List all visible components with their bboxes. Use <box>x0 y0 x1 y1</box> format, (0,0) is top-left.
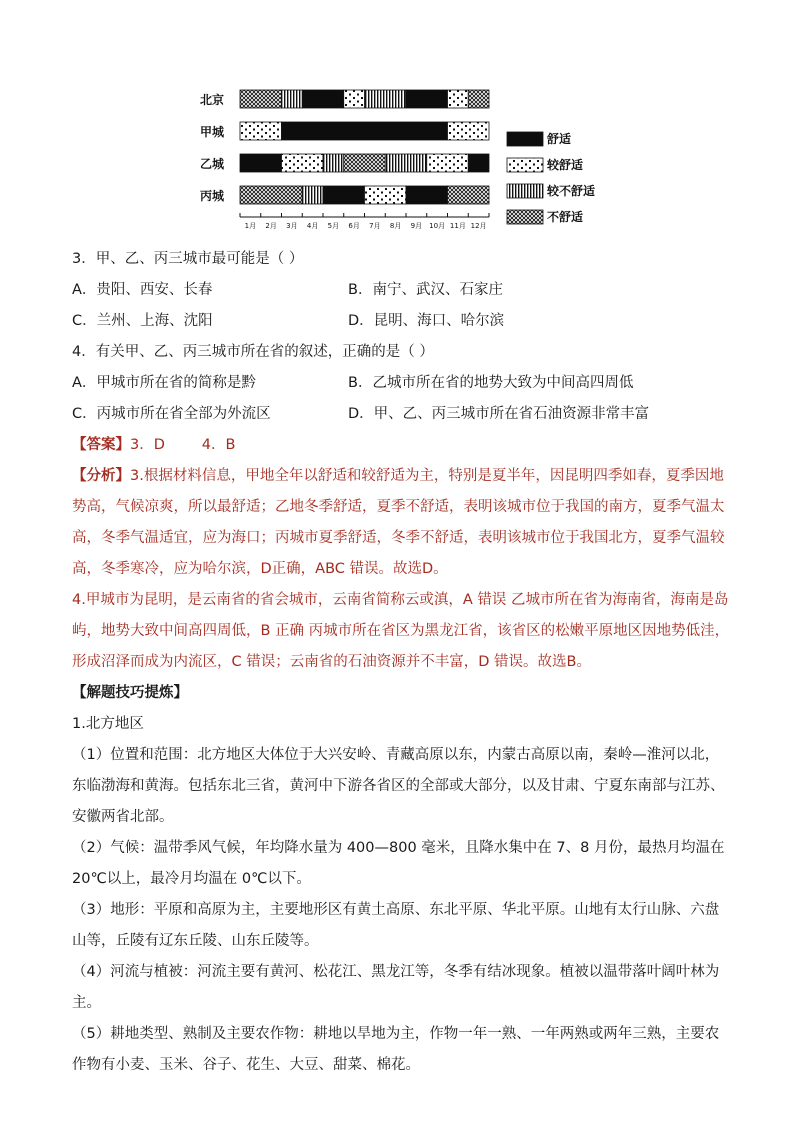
month-tick-label: 9月 <box>410 222 423 230</box>
month-tick-label: 3月 <box>286 222 298 230</box>
answer-line <box>72 430 730 461</box>
comfort-segment <box>448 90 469 108</box>
month-tick-label: 4月 <box>306 222 319 230</box>
q3-option-a: A．贵阳、西安、长春 <box>72 282 213 298</box>
comfort-segment <box>282 90 303 108</box>
q3-options-row1 <box>72 275 730 306</box>
analysis-p1 <box>72 461 730 585</box>
comfort-segment <box>365 90 407 108</box>
q4-option-c: C．丙城市所在省全部为外流区 <box>72 406 271 422</box>
comfort-segment <box>323 154 344 172</box>
q3-option-c: C．兰州、上海、沈阳 <box>72 313 213 329</box>
tips-subtitle: 1.北方地区 <box>72 716 144 732</box>
comfort-chart <box>200 82 620 232</box>
month-tick-label: 10月 <box>429 222 446 230</box>
month-tick-label: 12月 <box>470 222 487 230</box>
tips-item-1: （1）位置和范围：北方地区大体位于大兴安岭、青藏高原以东，内蒙古高原以南，秦岭—淮河以北，东临渤海和黄海。包括东北三省，黄河中下游各省区的全部或大部分，以及甘肃、宁夏东南部与江苏、安徽两省北部。 <box>72 747 725 825</box>
legend-label: 较舒适 <box>547 158 584 172</box>
legend-label: 不舒适 <box>547 210 584 224</box>
comfort-segment <box>406 90 448 108</box>
legend-swatch <box>507 158 543 172</box>
tips-item-3: （3）地形：平原和高原为主，主要地形区有黄土高原、东北平原、华北平原。山地有太行山脉、六盘山等，丘陵有辽东丘陵、山东丘陵等。 <box>72 902 720 949</box>
comfort-segment <box>365 186 407 204</box>
comfort-segment <box>282 122 448 140</box>
q3-stem: 3．甲、乙、丙三城市最可能是（ ） <box>72 251 304 267</box>
q4-stem: 4．有关甲、乙、丙三城市所在省的叙述，正确的是（ ） <box>72 344 434 360</box>
legend-label: 较不舒适 <box>547 184 596 198</box>
answer-text: 3．D 4．B <box>130 437 236 453</box>
analysis-p1-text: 3.根据材料信息，甲地全年以舒适和较舒适为主，特别是夏半年，因昆明四季如春，夏季因地势高，气候凉爽，所以最舒适；乙地冬季舒适，夏季不舒适，表明该城市位于我国的南方，夏季气温太高，冬季气温适宜，应为海口；丙城市夏季舒适，冬季不舒适，表明该城市位于我国北方，夏季气温较高，冬季寒冷，应为哈尔滨，D正确，ABC 错误。故选D。 <box>72 468 725 577</box>
comfort-segment <box>448 122 490 140</box>
tips-item-4: （4）河流与植被：河流主要有黄河、松花江、黑龙江等，冬季有结冰现象。植被以温带落叶阔叶林为主。 <box>72 964 720 1011</box>
comfort-segment <box>468 90 489 108</box>
comfort-segment <box>302 90 344 108</box>
month-tick-label: 6月 <box>348 222 360 230</box>
comfort-segment <box>468 154 489 172</box>
city-label: 甲城 <box>200 125 225 139</box>
comfort-segment <box>385 154 427 172</box>
tips-item-5: （5）耕地类型、熟制及主要农作物：耕地以旱地为主，作物一年一熟、一年两熟或两年三熟，主要农作物有小麦、玉米、谷子、花生、大豆、甜菜、棉花。 <box>72 1026 720 1073</box>
comfort-segment <box>282 154 324 172</box>
analysis-p2: 4.甲城市为昆明，是云南省的省会城市，云南省简称云或滇，A 错误 乙城市所在省为海南省，海南是岛屿，地势大致中间高四周低，B 正确 丙城市所在省区为黑龙江省，该省区的松嫩平原地区因地势低洼，形成沼泽而成为内流区，C 错误；云南省的石油资源并不丰富，D 错误。故选B。 <box>72 592 730 670</box>
q4-option-d: D．甲、乙、丙三城市所在省石油资源非常丰富 <box>348 406 650 422</box>
question-content <box>72 244 730 1081</box>
city-label: 北京 <box>200 93 225 107</box>
comfort-segment <box>406 186 448 204</box>
q4-options-row2 <box>72 399 730 430</box>
tips-item-2: （2）气候：温带季风气候，年均降水量为 400—800 毫米，且降水集中在 7、8 月份，最热月均温在 20℃以上，最冷月均温在 0℃以下。 <box>72 840 725 887</box>
q3-options-row2 <box>72 306 730 337</box>
comfort-segment <box>240 186 302 204</box>
tips-title: 【解题技巧提炼】 <box>72 685 188 701</box>
month-tick-label: 8月 <box>389 222 402 230</box>
legend-swatch <box>507 184 543 198</box>
comfort-segment <box>323 186 365 204</box>
legend-swatch <box>507 132 543 146</box>
month-tick-label: 5月 <box>327 222 340 230</box>
month-tick-label: 1月 <box>244 222 257 230</box>
comfort-segment <box>344 154 386 172</box>
q4-option-b: B．乙城市所在省的地势大致为中间高四周低 <box>348 375 634 391</box>
legend-label: 舒适 <box>547 132 572 146</box>
comfort-segment <box>240 154 282 172</box>
q4-options-row1 <box>72 368 730 399</box>
comfort-segment <box>344 90 365 108</box>
comfort-segment <box>427 154 469 172</box>
answer-tag: 【答案】 <box>72 437 130 453</box>
q3-option-b: B．南宁、武汉、石家庄 <box>348 282 503 298</box>
month-tick-label: 2月 <box>265 222 277 230</box>
comfort-segment <box>240 122 282 140</box>
month-tick-label: 11月 <box>449 222 466 230</box>
city-label: 乙城 <box>200 157 225 171</box>
legend-swatch <box>507 210 543 224</box>
comfort-segment <box>302 186 323 204</box>
comfort-segment <box>240 90 282 108</box>
month-tick-label: 7月 <box>369 222 381 230</box>
q4-option-a: A．甲城市所在省的简称是黔 <box>72 375 256 391</box>
q3-option-d: D．昆明、海口、哈尔滨 <box>348 313 505 329</box>
analysis-tag: 【分析】 <box>72 468 130 484</box>
comfort-segment <box>448 186 490 204</box>
city-label: 丙城 <box>200 189 225 203</box>
